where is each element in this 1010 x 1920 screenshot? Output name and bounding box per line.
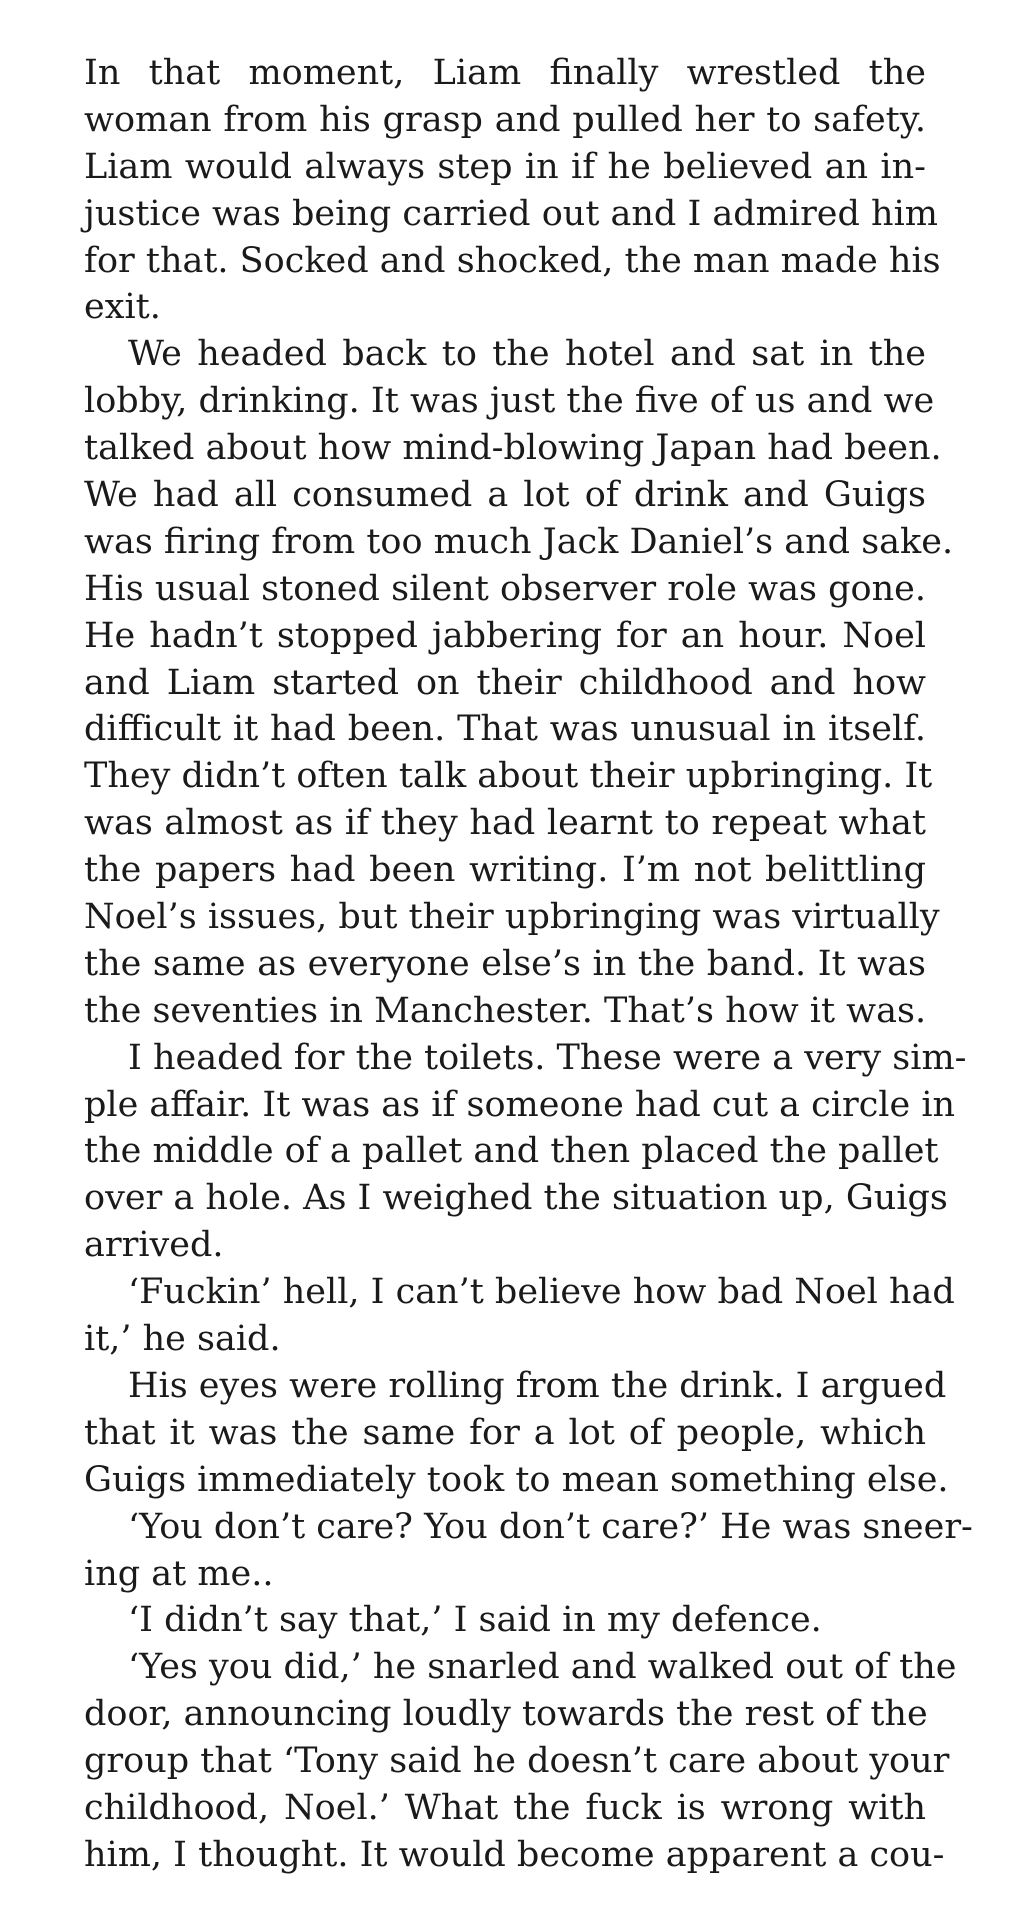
text-line: justice was being carried out and I admired him [84,193,938,234]
text-line: ‘Yes you did,’ he snarled and walked out of the [128,1647,957,1688]
text-line: His eyes were rolling from the drink. I argued [128,1365,947,1406]
text-line: the same as everyone else’s in the band. It was [84,943,926,984]
text-line: him, I thought. It would become apparent a cou- [84,1834,945,1875]
text-line: Liam would always step in if he believed an in- [84,146,926,187]
text-line: ple affair. It was as if someone had cut a circle in [84,1084,956,1125]
text-line: lobby, drinking. It was just the five of us and we [84,381,935,422]
text-line: ‘You don’t care? You don’t care?’ He was sneer- [128,1506,973,1547]
text-line: woman from his grasp and pulled her to safety. [84,99,926,140]
text-line: childhood, Noel.’ What the fuck is wrong with [84,1787,926,1828]
text-line: arrived. [84,1225,224,1266]
text-line: it,’ he said. [84,1319,281,1360]
text-line: that it was the same for a lot of people, which [84,1412,926,1453]
text-line: the middle of a pallet and then placed the pallet [84,1131,939,1172]
text-line: was firing from too much Jack Daniel’s and sake. [84,521,954,562]
text-line: Guigs immediately took to mean something else. [84,1459,949,1500]
text-line: I headed for the toilets. These were a very sim- [128,1037,967,1078]
text-line: for that. Socked and shocked, the man made his [84,240,941,281]
text-line: and Liam started on their childhood and how [84,662,926,703]
text-line: We headed back to the hotel and sat in the [128,334,926,375]
text-line: over a hole. As I weighed the situation up, Guigs [84,1178,948,1219]
text-line: exit. [84,287,161,328]
text-line: the seventies in Manchester. That’s how it was. [84,990,927,1031]
text-line: group that ‘Tony said he doesn’t care about your [84,1741,950,1782]
book-page-text [84,50,973,1879]
text-line: He hadn’t stopped jabbering for an hour. Noel [84,615,926,656]
text-line: Noel’s issues, but their upbringing was virtually [84,897,940,938]
text-line: ing at me.. [84,1553,274,1594]
text-line: was almost as if they had learnt to repeat what [84,803,926,844]
text-line: ‘I didn’t say that,’ I said in my defence. [128,1600,822,1641]
text-line: We had all consumed a lot of drink and Guigs [84,475,926,516]
text-line: the papers had been writing. I’m not belittling [84,850,926,891]
text-line: ‘Fuckin’ hell, I can’t believe how bad Noel had [128,1272,955,1313]
text-line: door, announcing loudly towards the rest of the [84,1694,928,1735]
text-line: They didn’t often talk about their upbringing. It [84,756,933,797]
text-line: His usual stoned silent observer role was gone. [84,568,926,609]
text-line: difficult it had been. That was unusual in itself. [84,709,926,750]
text-line: In that moment, Liam finally wrestled the [84,53,926,93]
text-line: talked about how mind-blowing Japan had been. [84,428,942,469]
